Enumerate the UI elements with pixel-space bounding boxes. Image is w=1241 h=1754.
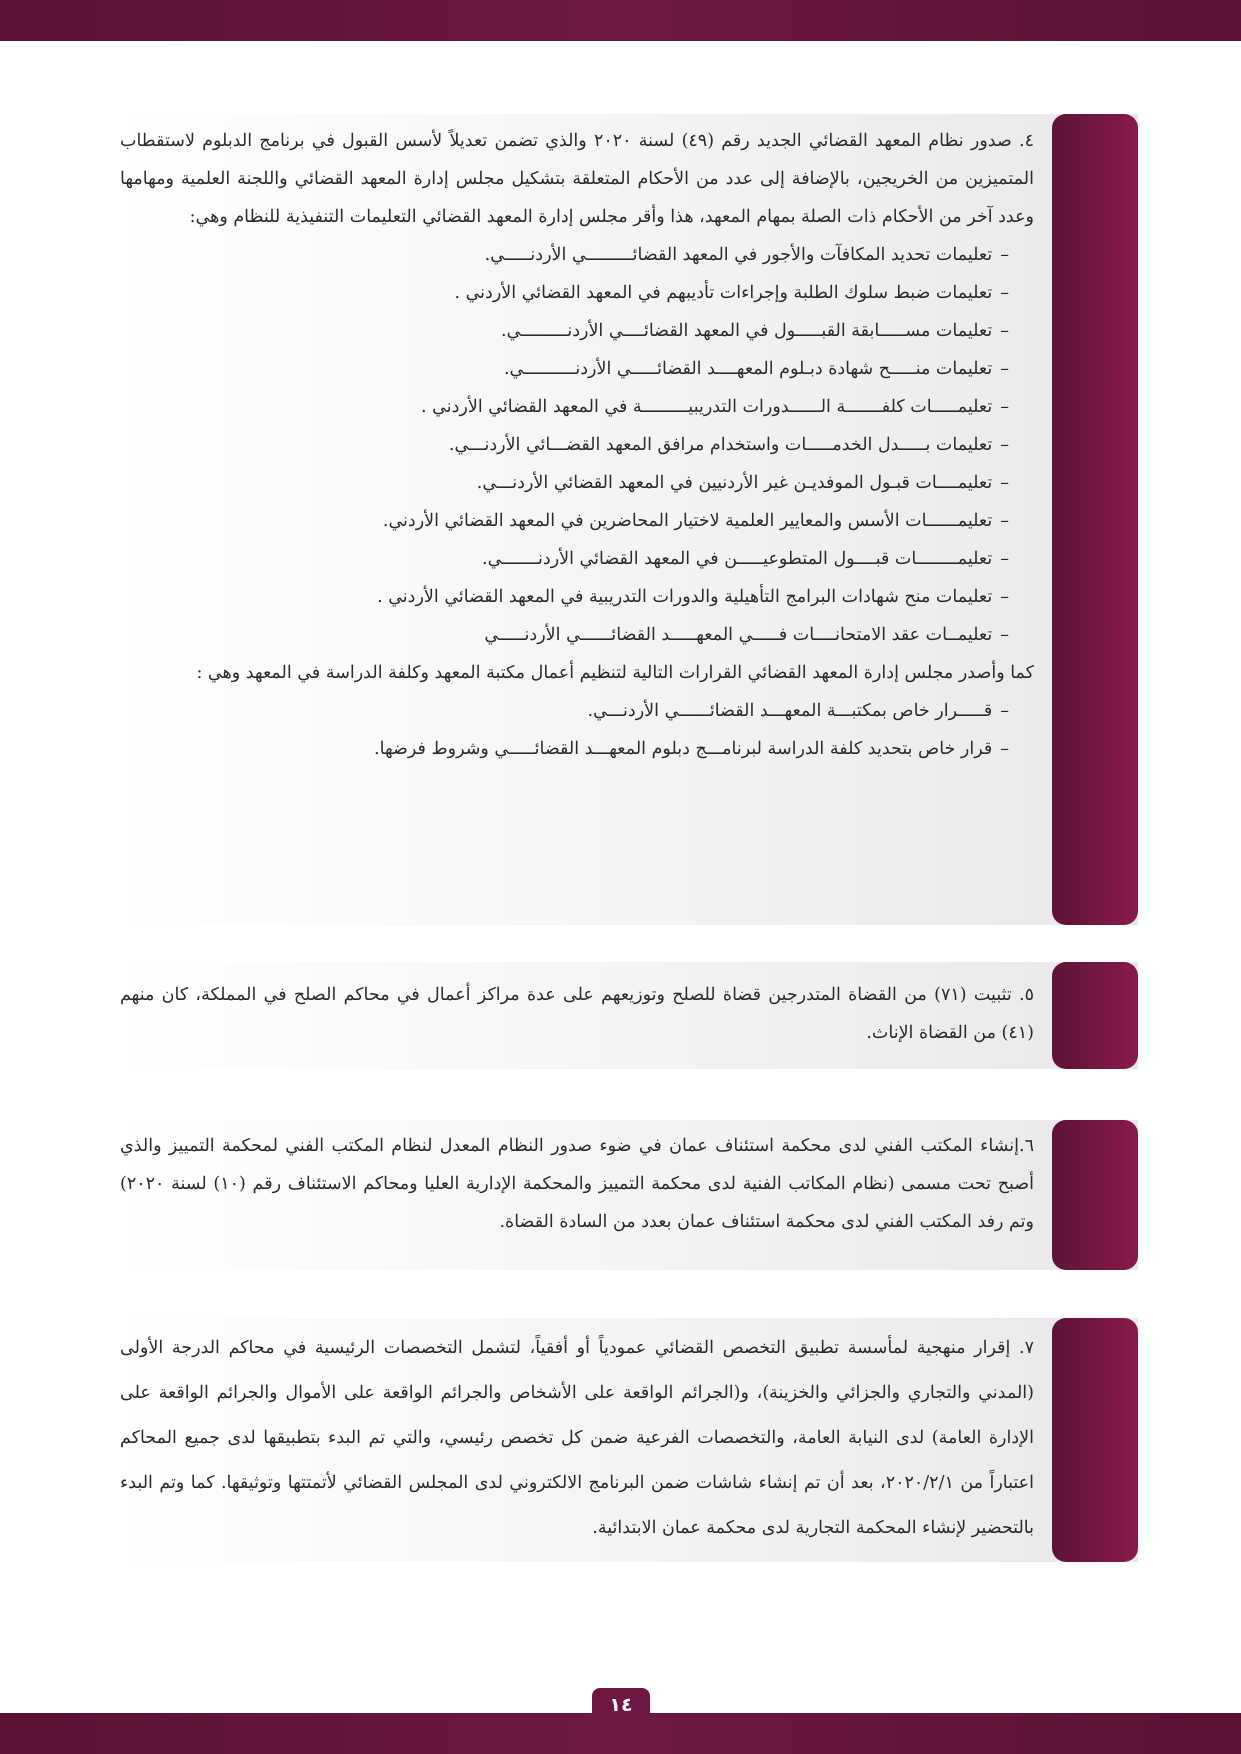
decision-text: قرار خاص بتحديد كلفة الدراسة لبرنامـــج دبلوم المعهـــد القضائـــــي وشروط فرضها. — [374, 739, 993, 759]
page-number-badge: ١٤ — [592, 1688, 650, 1720]
instruction-text: تعليمات ضبط سلوك الطلبة وإجراءات تأديبهم في المعهد القضائي الأردني . — [454, 283, 993, 303]
dash-bullet: – — [1000, 245, 1009, 265]
instruction-text: تعليمــــــات الأسس والمعايير العلمية لاختيار المحاضرين في المعهد القضائي الأردني. — [382, 511, 993, 531]
section-accent-bar — [1052, 1120, 1138, 1270]
section-accent-bar — [1052, 1318, 1138, 1562]
section-4-intro: ٤. صدور نظام المعهد القضائي الجديد رقم (٤٩) لسنة ٢٠٢٠ والذي تضمن تعديلاً لأسس القبول في برنامج الدبلوم لاستقطاب المتميزين من الخريجين، بالإضافة إلى عدد من الأحكام المتعلقة بتشكيل مجلس إدارة المعهد القضائي واللجنة العلمية ومهامها وعدد آخر من الأحكام ذات الصلة بمهام المعهد، هذا وأقر مجلس إدارة المعهد القضائي التعليمات التنفيذية للنظام وهي: — [120, 131, 1035, 227]
section-item-6 — [120, 1120, 1138, 1270]
instruction-text: تعليمات تحديد المكافآت والأجور في المعهد القضائـــــــــي الأردنـــــي. — [484, 245, 993, 265]
dash-bullet: – — [1000, 549, 1009, 569]
list-item — [120, 616, 1009, 654]
dash-bullet: – — [1000, 435, 1009, 455]
dash-bullet: – — [1000, 359, 1009, 379]
list-item — [120, 502, 1009, 540]
dash-bullet: – — [1000, 321, 1009, 341]
list-item — [120, 692, 1009, 730]
dash-bullet: – — [1000, 473, 1009, 493]
list-item — [120, 464, 1009, 502]
section-content — [120, 114, 1034, 768]
decisions-list — [120, 692, 1034, 768]
dash-bullet: – — [1000, 511, 1009, 531]
instruction-text: تعليمــات عقد الامتحانــــات فـــــي المعهـــــد القضائــــــي الأردنـــــي — [484, 625, 993, 645]
dash-bullet: – — [1000, 587, 1009, 607]
dash-bullet: – — [1000, 397, 1009, 417]
list-item — [120, 388, 1009, 426]
section-5-text: ٥. تثبيت (٧١) من القضاة المتدرجين قضاة للصلح وتوزيعهم على عدة مراكز أعمال في محاكم الصلح في المملكة، كان منهم (٤١) من القضاة الإناث. — [120, 985, 1034, 1043]
instruction-text: تعليمـــــات كلفـــــــة الــــــدورات التدريبيـــــــــة في المعهد القضائي الأردني . — [421, 397, 993, 417]
section-content — [120, 1120, 1034, 1241]
section-item-7 — [120, 1318, 1138, 1562]
instruction-text: تعليمــــــــات قبــــول المتطوعيـــــن في المعهد القضائي الأردنـــــــي. — [482, 549, 993, 569]
dash-bullet: – — [1000, 625, 1009, 645]
dash-bullet: – — [1000, 283, 1009, 303]
instruction-text: تعليمات بـــــدل الخدمـــــات واستخدام مرافق المعهد القضـــائي الأردنـــي. — [448, 435, 993, 455]
section-content — [120, 1318, 1034, 1551]
section-accent-bar — [1052, 114, 1138, 925]
instruction-text: تعليمات منـــــح شهادة دبـلوم المعهــــد القضائـــــي الأردنــــــــــي. — [503, 359, 993, 379]
instruction-text: تعليمات منح شهادات البرامج التأهيلية والدورات التدريبية في المعهد القضائي الأردني . — [377, 587, 993, 607]
list-item — [120, 540, 1009, 578]
section-item-5 — [120, 962, 1138, 1069]
list-item — [120, 578, 1009, 616]
decision-text: قـــــرار خاص بمكتبـــة المعهـــد القضائــــــي الأردنـــي. — [587, 701, 993, 721]
section-content — [120, 962, 1034, 1052]
dash-bullet: – — [1000, 739, 1009, 759]
list-item — [120, 312, 1009, 350]
section-item-4 — [120, 114, 1138, 925]
instruction-text: تعليمــــات قبـول الموفديـن غير الأردنيين في المعهد القضائي الأردنـــي. — [476, 473, 993, 493]
instruction-text: تعليمات مســـــابقة القبـــــول في المعهد القضائــــي الأردنـــــــــي. — [501, 321, 993, 341]
list-item — [120, 426, 1009, 464]
list-item — [120, 274, 1009, 312]
list-item — [120, 236, 1009, 274]
section-6-text: ٦.إنشاء المكتب الفني لدى محكمة استئناف عمان في ضوء صدور النظام المعدل لنظام المكتب الفني لمحكمة التمييز والذي أصبح تحت مسمى (نظام المكاتب الفنية لدى محكمة التمييز والمحكمة الإدارية العليا ومحاكم الاستئناف رقم (١٠) لسنة ٢٠٢٠) وتم رفد المكتب الفني لدى محكمة استئناف عمان بعدد من السادة القضاة. — [120, 1136, 1034, 1232]
instructions-list — [120, 236, 1034, 654]
list-item — [120, 730, 1009, 768]
dash-bullet: – — [1000, 701, 1009, 721]
section-7-text: ٧. إقرار منهجية لمأسسة تطبيق التخصص القضائي عمودياً أو أفقياً، لتشمل التخصصات الرئيسية في محاكم الدرجة الأولى (المدني والتجاري والجزائي والخزينة)، و(الجرائم الواقعة على الأشخاص والجرائم الواقعة على الأموال والجرائم الواقعة على الإدارة العامة) لدى النيابة العامة، والتخصصات الفرعية ضمن كل تخصص رئيسي، والتي تم البدء بتطبيقها لدى جميع المحاكم اعتباراً من ٢٠٢٠/٢/١، بعد أن تم إنشاء شاشات ضمن البرنامج الالكتروني لدى المجلس القضائي لأتمتتها وتوثيقها. كما وتم البدء بالتحضير لإنشاء المحكمة التجارية لدى محكمة عمان الابتدائية. — [120, 1338, 1034, 1538]
section-accent-bar — [1052, 962, 1138, 1069]
decisions-intro: كما وأصدر مجلس إدارة المعهد القضائي القرارات التالية لتنظيم أعمال مكتبة المعهد وكلفة الدراسة في المعهد وهي : — [196, 663, 1034, 683]
list-item — [120, 350, 1009, 388]
top-header-band — [0, 0, 1241, 41]
